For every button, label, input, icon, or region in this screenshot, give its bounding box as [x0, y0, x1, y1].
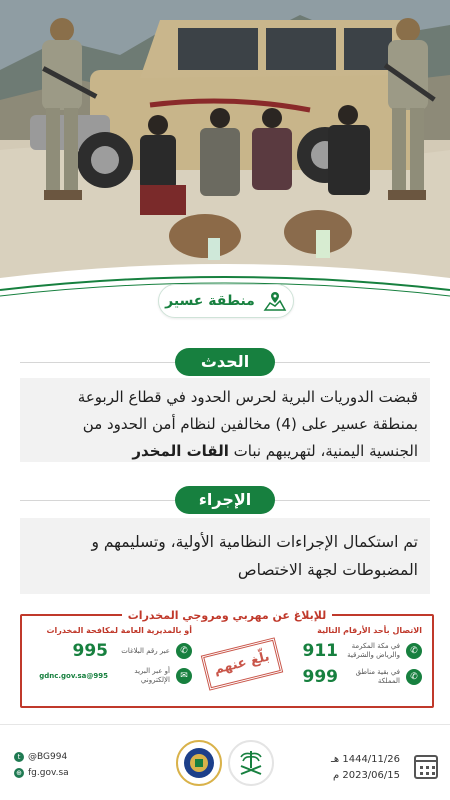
phone-icon: ✆: [406, 669, 422, 685]
region-badge: [158, 284, 294, 318]
globe-icon: ⊕: [14, 768, 24, 778]
event-text: قبضت الدوريات البرية لحرس الحدود في قطاع الربوعة بمنطقة عسير على (4) مخالفين لنظام أمن الحدود من الجنسية اليمنية، لتهريبهم نبات: [77, 388, 418, 460]
report-row-999[interactable]: [282, 667, 422, 687]
report-right-subtitle: الاتصال بأحد الأرقام التالية: [317, 626, 422, 635]
report-row-911[interactable]: [282, 641, 422, 661]
twitter-handle[interactable]: @BG994: [28, 752, 68, 762]
report-row-995[interactable]: [32, 641, 192, 661]
website-link[interactable]: fg.gov.sa: [28, 768, 69, 778]
event-header-label: الحدث: [175, 348, 275, 376]
report-number-911[interactable]: 911: [302, 641, 338, 661]
event-section-header: [0, 348, 450, 378]
border-guard-emblem-icon: [182, 746, 216, 780]
region-label: منطقة عسير: [165, 293, 255, 309]
twitter-icon: t: [14, 752, 24, 762]
date-gregorian: 2023/06/15 م: [332, 770, 400, 781]
report-row-email[interactable]: [32, 667, 192, 685]
news-photo: [0, 0, 450, 280]
report-number-999[interactable]: 999: [302, 667, 338, 687]
report-row-label: في مكة المكرمة والرياض والشرقية: [347, 642, 400, 659]
report-row-label: في بقية مناطق المملكة: [355, 668, 400, 685]
palm-swords-emblem-icon: [234, 746, 268, 780]
procedure-header-label: الإجراء: [175, 486, 275, 514]
report-box: [20, 609, 434, 708]
email-icon: ✉: [176, 668, 192, 684]
report-title-wrap: [22, 604, 432, 623]
report-number-995[interactable]: 995: [72, 641, 108, 661]
calendar-icon: [414, 755, 438, 779]
ministry-interior-logo: [228, 740, 274, 786]
report-row-label: عبر رقم البلاغات: [121, 646, 170, 655]
procedure-text: تم استكمال الإجراءات النظامية الأولية، وتسليمهم و المضبوطات لجهة الاختصاص: [91, 533, 418, 579]
event-text-bold: القات المخدر: [132, 442, 229, 460]
twitter-handle-row[interactable]: [14, 752, 67, 762]
phone-icon: ✆: [406, 643, 422, 659]
event-text-card: [20, 378, 430, 462]
photo-illustration: [0, 0, 450, 280]
website-row[interactable]: [14, 768, 69, 778]
map-pin-icon: [263, 289, 287, 313]
logos-group: [176, 740, 274, 786]
report-stamp: بلّغ عنهم: [201, 637, 283, 690]
phone-icon: ✆: [176, 643, 192, 659]
procedure-text-card: [20, 518, 430, 594]
report-title: للإبلاغ عن مهربي ومروجي المخدرات: [122, 609, 332, 622]
date-hijri: 1444/11/26 هـ: [330, 754, 400, 765]
report-left-subtitle: أو بالمديرية العامة لمكافحة المخدرات: [46, 626, 192, 635]
report-row-label: أو عبر البريد الإلكتروني: [134, 667, 170, 684]
report-right-column: [282, 626, 422, 687]
border-guard-logo: [176, 740, 222, 786]
report-left-column: [32, 626, 192, 685]
report-email[interactable]: 995@gdnc.gov.sa: [39, 672, 108, 680]
procedure-section-header: [0, 486, 450, 516]
footer-divider: [0, 724, 450, 725]
